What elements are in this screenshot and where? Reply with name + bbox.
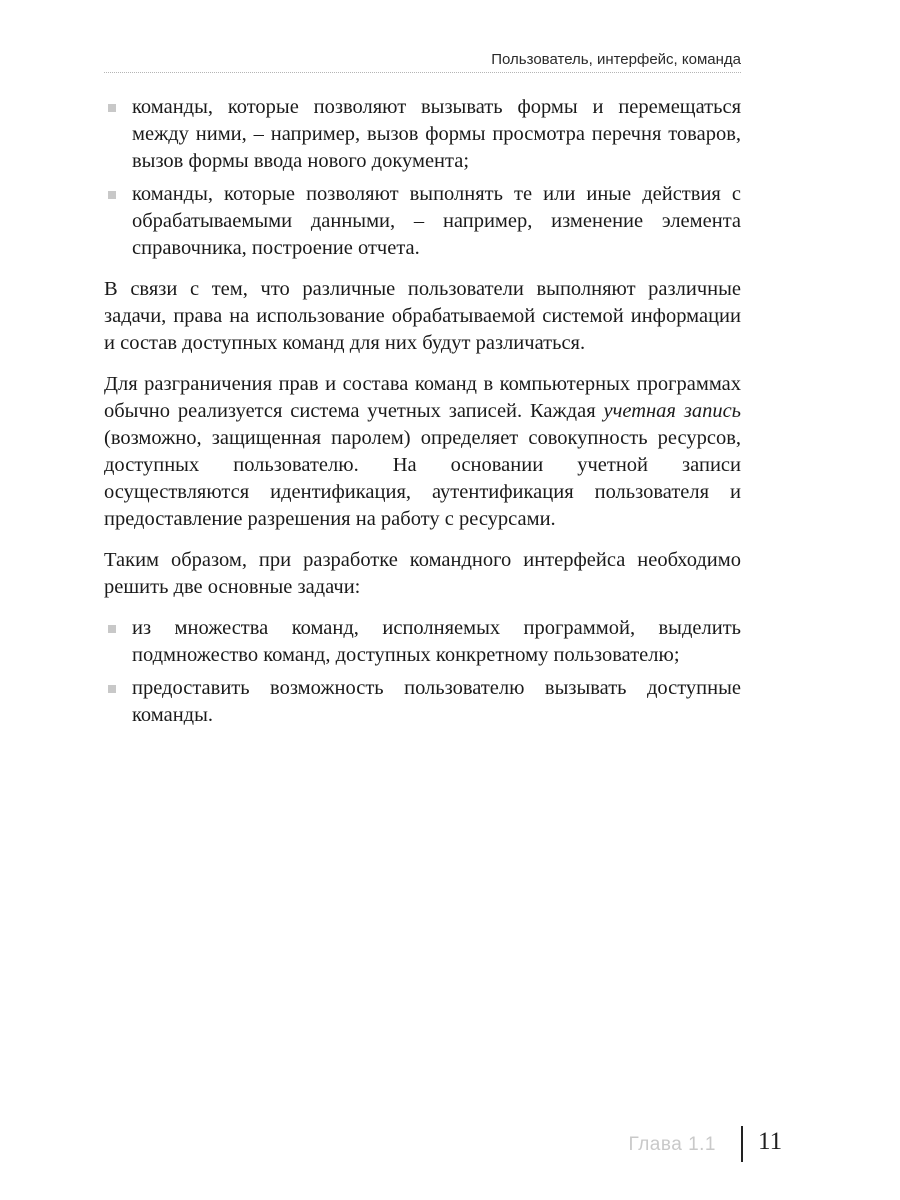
list-item-text: из множества команд, исполняемых программой, выделить подмножество команд, доступных конкретному пользователю; <box>132 617 741 666</box>
running-head: Пользователь, интерфейс, команда <box>104 50 741 73</box>
page-number: 11 <box>758 1128 783 1155</box>
list-item <box>104 181 741 262</box>
list-item-text: команды, которые позволяют вызывать формы и перемещаться между ними, – например, вызов формы просмотра перечня товаров, вызов формы ввода нового документа; <box>132 96 741 172</box>
paragraph-accounts-end: (возможно, защищенная паролем) определяет совокупность ресурсов, доступных пользователю. На основании учетной записи осуществляются идентификация, аутентификация пользователя и предоставление разрешения на работу с ресурсами. <box>104 427 741 530</box>
list-item-text: предоставить возможность пользователю вызывать доступные команды. <box>132 677 741 726</box>
square-bullet-icon <box>108 104 116 112</box>
bullet-list-commands <box>104 94 741 262</box>
paragraph-user-rights: В связи с тем, что различные пользователи выполняют различные задачи, права на использование обрабатываемой системой информации и состав доступных команд для них будут различаться. <box>104 278 741 354</box>
list-item <box>104 94 741 175</box>
footer-divider <box>741 1126 743 1162</box>
square-bullet-icon <box>108 685 116 693</box>
paragraph-accounts <box>104 371 741 533</box>
footer-chapter-label: Глава 1.1 <box>628 1134 716 1155</box>
body-text <box>104 94 741 743</box>
paragraph-tasks-intro: Таким образом, при разработке командного интерфейса необходимо решить две основные задачи: <box>104 549 741 598</box>
paragraph-accounts-start: Для разграничения прав и состава команд в компьютерных программах обычно реализуется система учетных записей. Каждая <box>104 373 741 422</box>
list-item <box>104 675 741 729</box>
square-bullet-icon <box>108 191 116 199</box>
list-item <box>104 615 741 669</box>
bullet-list-tasks <box>104 615 741 729</box>
term-account: учетная запись <box>603 400 741 422</box>
square-bullet-icon <box>108 625 116 633</box>
list-item-text: команды, которые позволяют выполнять те или иные действия с обрабатываемыми данными, – например, изменение элемента справочника, построение отчета. <box>132 183 741 259</box>
